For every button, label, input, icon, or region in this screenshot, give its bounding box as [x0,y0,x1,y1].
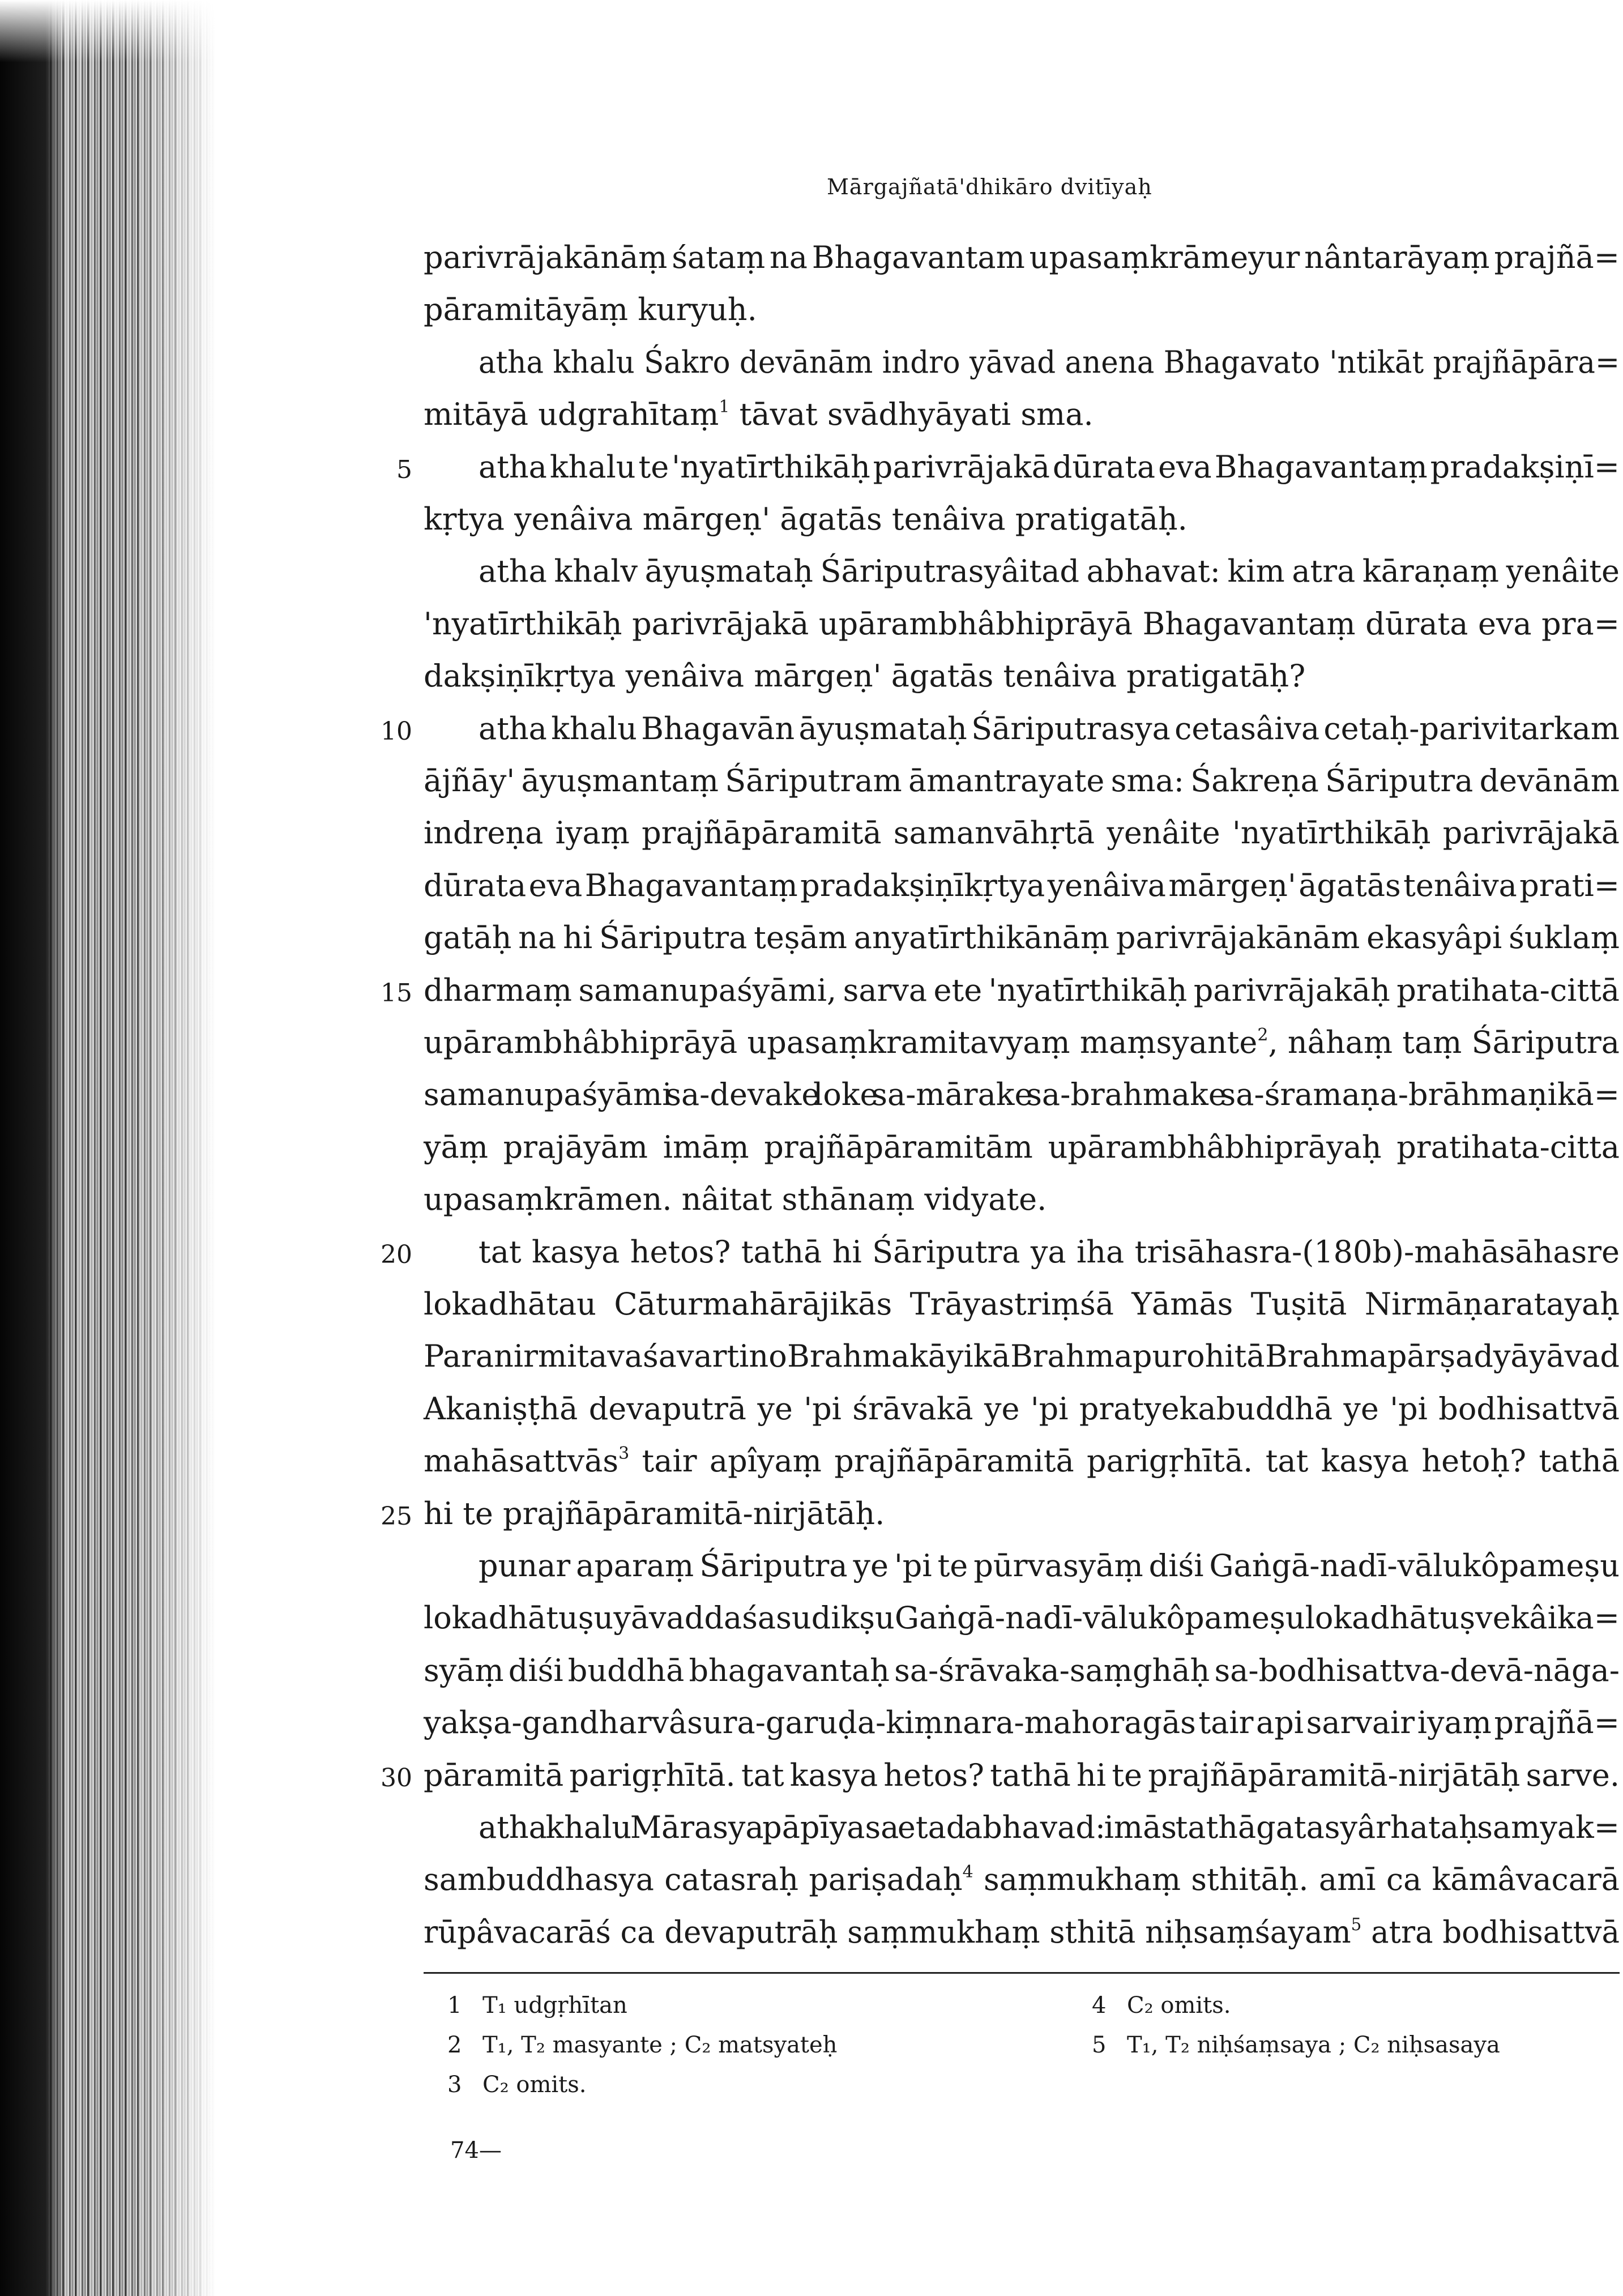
line-text: Paranirmitavaśavartino Brahmakāyikā Brahmapurohitā Brahmapārṣadyā yāvad [424,1338,1620,1375]
footnote-marker: 1 [719,397,730,417]
footnote-text: T₁, T₂ niḥśaṃsaya ; C₂ niḥsasaya [1127,2032,1500,2058]
text-line [424,763,1620,799]
line-text-continued: atra bodhisattvā [1361,1914,1620,1950]
footnote-number: 5 [1092,2032,1107,2058]
line-text: ājñāy' āyuṣmantaṃ Śāriputram āmantrayate sma: Śakreṇa Śāriputra devānām [424,763,1620,799]
line-text: atha khalu te 'nyatīrthikāḥ parivrājakā dūrata eva Bhagavantaṃ pradakṣiṇī= [479,449,1620,485]
footnote-marker: 3 [618,1444,630,1464]
text-line [479,1812,1620,1843]
running-head: Mārgajñatā'dhikāro dvitīyaḥ [827,174,1152,199]
text-line [424,815,1620,851]
text-line [424,501,1188,537]
text-line [424,1390,1620,1427]
line-text: parivrājakānāṃ śataṃ na Bhagavantam upasaṃkrāmeyur nântarāyaṃ prajñā= [424,240,1620,275]
line-text: atha khalv āyuṣmataḥ Śāriputrasyâitad abhavat: kim atra kāraṇaṃ yenâite [479,553,1620,590]
line-text-continued: , nâhaṃ taṃ Śāriputra [1268,1025,1620,1060]
line-text: upasaṃkrāmen. nâitat sthānaṃ vidyate. [424,1181,1047,1218]
line-text: mitāyā udgrahītaṃ [424,396,719,433]
footnote-marker: 4 [962,1862,973,1883]
text-line [424,605,1620,642]
line-text: hi te prajñāpāramitā-nirjātāḥ. [424,1495,885,1531]
text-line [424,292,757,328]
footnote-text: C₂ omits. [482,2072,587,2098]
text-line [424,867,1620,903]
line-text: lokadhātuṣu yāvad daśasu dikṣu Gaṅgā-nadī-vālukôpameṣu lokadhātuṣv ekâika= [424,1600,1620,1636]
line-text: pāramitāyāṃ kuryuḥ. [424,292,757,328]
footnote-text: T₁, T₂ masyante ; C₂ matsyateḥ [482,2032,838,2058]
line-number: 30 [381,1763,412,1793]
line-text: mahāsattvās [424,1443,619,1479]
text-line [424,1443,1620,1479]
text-line [479,710,1620,746]
line-number: 20 [381,1240,412,1269]
line-text: yakṣa-gandharvâsura-garuḍa-kiṃnara-mahoragās tair api sarvair iyaṃ prajñā= [424,1705,1620,1741]
text-line [479,1548,1620,1584]
text-line [424,242,1620,273]
line-text-continued: tāvat svādhyāyati sma. [729,396,1094,433]
text-line [424,1600,1620,1636]
line-number: 25 [381,1501,412,1531]
line-text: indreṇa iyaṃ prajñāpāramitā samanvāhṛtā yenâite 'nyatīrthikāḥ parivrājakā [424,815,1620,851]
text-line [479,553,1620,590]
text-line [424,1862,1620,1898]
text-line [424,920,1620,956]
line-text-continued: saṃmukhaṃ sthitāḥ. amī ca kāmâvacarā [973,1862,1620,1898]
footnote-marker: 5 [1351,1914,1362,1935]
line-text: dūrata eva Bhagavantaṃ pradakṣiṇīkṛtya yenâiva mārgeṇ' āgatās tenâiva prati= [424,867,1620,903]
footnote-item [447,1992,627,2018]
line-text: yāṃ prajāyām imāṃ prajñāpāramitām upārambhâbhiprāyaḥ pratihata-citta [424,1129,1620,1165]
book-spine-fade [130,0,215,2296]
text-line [424,972,1620,1008]
text-line [424,1181,1047,1218]
book-spine-top-fade [0,0,215,62]
line-text: lokadhātau Cāturmahārājikās Trāyastriṃśā Yāmās Tuṣitā Nirmāṇaratayaḥ [424,1286,1620,1322]
line-text: atha khalu Mārasya pāpīyasa etad abhavad: imās tathāgatasyârhataḥ samyak= [479,1810,1620,1845]
text-line [479,449,1620,485]
line-text: dharmaṃ samanupaśyāmi, sarva ete 'nyatīrthikāḥ parivrājakāḥ pratihata-cittā [424,972,1620,1008]
line-text: upārambhâbhiprāyā upasaṃkramitavyaṃ maṃsyante [424,1025,1258,1060]
line-text: pāramitā parigṛhītā. tat kasya hetos? tathā hi te prajñāpāramitā-nirjātāḥ sarve. [424,1757,1620,1793]
line-text-continued: tair apîyaṃ prajñāpāramitā parigṛhītā. tat kasya hetoḥ? tathā [629,1443,1620,1479]
footnote-item [1092,2032,1500,2058]
text-line [424,658,1306,694]
line-number: 15 [381,978,412,1008]
footnote-text: T₁ udgṛhītan [482,1992,627,2018]
text-line [424,1914,1620,1950]
footnote-marker: 2 [1257,1025,1268,1045]
text-line [424,1495,885,1531]
line-number: 5 [396,455,412,484]
footnote-item [447,2032,837,2058]
line-text: atha khalu Śakro devānām indro yāvad anena Bhagavato 'ntikāt prajñāpāra= [479,344,1620,380]
footnote-rule [424,1972,1620,1974]
line-text: rūpâvacarāś ca devaputrāḥ saṃmukhaṃ sthitā niḥsaṃśayam [424,1914,1351,1950]
text-line [424,1338,1620,1375]
footnote-item [1092,1992,1231,2018]
text-line [424,1286,1620,1322]
text-line [424,1705,1620,1741]
line-text: samanupaśyāmi sa-devake loke sa-mārake sa-brahmake sa-śramaṇa-brāhmaṇikā= [424,1077,1620,1113]
line-text: dakṣiṇīkṛtya yenâiva mārgeṇ' āgatās tenâiva pratigatāḥ? [424,658,1306,694]
text-line [424,396,1094,433]
line-text: atha khalu Bhagavān āyuṣmataḥ Śāriputrasya cetasâiva cetaḥ-parivitarkam [479,710,1620,746]
line-text: kṛtya yenâiva mārgeṇ' āgatās tenâiva pratigatāḥ. [424,501,1188,537]
footnote-number: 3 [447,2072,462,2098]
line-text: tat kasya hetos? tathā hi Śāriputra ya iha trisāhasra-(180b)-mahāsāhasre [479,1234,1620,1270]
line-text: sambuddhasya catasraḥ pariṣadaḥ [424,1862,963,1898]
footnote-number: 1 [447,1992,462,2018]
text-line [424,1077,1620,1113]
footnote-number: 2 [447,2032,462,2058]
text-line [479,1234,1620,1270]
text-line [424,1129,1620,1165]
line-text: punar aparaṃ Śāriputra ye 'pi te pūrvasyāṃ diśi Gaṅgā-nadī-vālukôpameṣu [479,1548,1620,1584]
line-text: gatāḥ na hi Śāriputra teṣām anyatīrthikānāṃ parivrājakānām ekasyâpi śuklaṃ [424,920,1620,956]
line-text: 'nyatīrthikāḥ parivrājakā upārambhâbhiprāyā Bhagavantaṃ dūrata eva pra= [424,605,1620,642]
footnote-number: 4 [1092,1992,1107,2018]
text-line [424,1027,1620,1058]
line-text: syāṃ diśi buddhā bhagavantaḥ sa-śrāvaka-saṃghāḥ sa-bodhisattva-devā-nāga- [424,1652,1620,1688]
text-line [424,1652,1620,1688]
text-line [424,1757,1620,1793]
line-number: 10 [381,716,412,746]
page-number: 74— [450,2137,502,2163]
footnote-text: C₂ omits. [1127,1992,1231,2018]
book-spine-shadow [0,0,65,2296]
footnote-item [447,2072,586,2098]
text-line [479,344,1620,380]
line-text: Akaniṣṭhā devaputrā ye 'pi śrāvakā ye 'pi pratyekabuddhā ye 'pi bodhisattvā [424,1390,1620,1427]
